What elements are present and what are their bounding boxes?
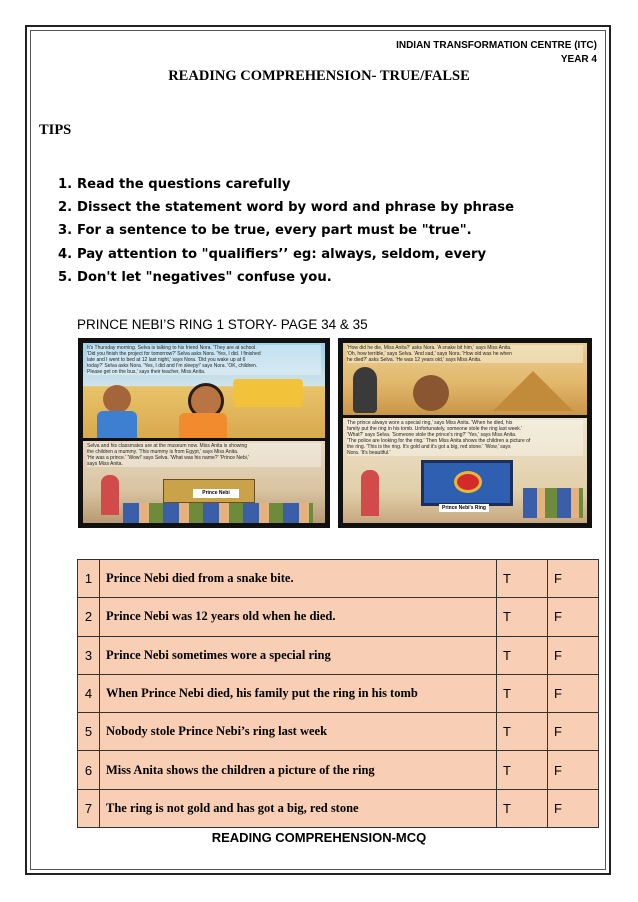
true-false-table	[77, 559, 599, 828]
caption-line: the children a mummy. 'This mummy is from Egypt,' says Miss Anita.	[87, 449, 321, 455]
tip-number: 4.	[58, 246, 73, 262]
caption-line: 'Oh, how terrible,' says Selva. 'And sad,' says Nora. 'How old was he when	[347, 351, 583, 357]
true-option[interactable]: T	[497, 636, 548, 674]
question-statement: Prince Nebi died from a snake bite.	[100, 560, 497, 598]
caption-line: Selva and his classmates are at the museum now. Miss Anita is showing	[87, 443, 321, 449]
tip-item	[58, 176, 514, 199]
page-title: READING COMPREHENSION- TRUE/FALSE	[168, 68, 470, 84]
caption-line: 'How did he die, Miss Anita?' asks Nora. 'A snake bit him,' says Miss Anita.	[347, 345, 583, 351]
story-image-page-34	[78, 338, 330, 528]
tip-text: Read the questions carefully	[77, 177, 291, 192]
tip-item	[58, 246, 514, 269]
year-label: YEAR 4	[560, 54, 597, 65]
boy-body	[97, 411, 137, 438]
false-option[interactable]: F	[548, 751, 599, 789]
caption-line: today?' Selva asks Nora. 'Yes, I did and I'm sleepy!' says Nora. 'OK, children.	[87, 363, 321, 369]
false-option[interactable]: F	[548, 636, 599, 674]
caption-line: family put the ring in his tomb. Unfortunately, someone stole the ring last week.'	[347, 426, 583, 432]
question-number: 7	[78, 789, 100, 827]
caption-line: late and I went to bed at 12 last night,' says Nora. 'Did you wake up at 6	[87, 357, 321, 363]
tip-number: 1.	[58, 177, 73, 192]
false-option[interactable]: F	[548, 674, 599, 712]
boy-figure	[103, 385, 131, 413]
true-option[interactable]: T	[497, 751, 548, 789]
question-number: 6	[78, 751, 100, 789]
footer-heading: READING COMPREHENSION-MCQ	[211, 830, 427, 845]
prince-figure	[413, 375, 449, 411]
caption-line: The prince always wore a special ring,' says Miss Anita. 'When he died, his	[347, 420, 583, 426]
question-statement: Prince Nebi was 12 years old when he died.	[100, 598, 497, 636]
tip-text: For a sentence to be true, every part must be "true".	[77, 223, 472, 239]
ring-icon	[454, 471, 482, 493]
children-group	[123, 503, 313, 523]
caption-line: 'Did you finish the project for tomorrow?' Selva asks Nora. 'Yes, I did. I finished	[87, 351, 321, 357]
caption-line: 'He was a prince.' 'Wow!' says Selva. 'What was his name?' 'Prince Nebi,'	[87, 455, 321, 461]
school-name: INDIAN TRANSFORMATION CENTRE (ITC)	[396, 40, 597, 51]
true-option[interactable]: T	[497, 674, 548, 712]
tip-text: Don't let "negatives" confuse you.	[77, 269, 332, 285]
question-statement: Prince Nebi sometimes wore a special ring	[100, 636, 497, 674]
scene-museum	[83, 441, 325, 523]
caption-line: the ring. 'This is the ring. It's gold and it's got a big, red stone.' 'Wow,' says	[347, 444, 583, 450]
ring-picture-frame	[421, 460, 513, 506]
children-group	[523, 488, 583, 518]
tip-item	[58, 222, 514, 245]
scene-ring-picture	[343, 418, 587, 523]
question-statement: Miss Anita shows the children a picture of the ring	[100, 751, 497, 789]
tips-heading: TIPS	[39, 122, 72, 138]
pyramid	[493, 371, 573, 411]
question-number: 2	[78, 598, 100, 636]
false-option[interactable]: F	[548, 789, 599, 827]
exhibit-sign: Prince Nebi's Ring	[439, 504, 489, 512]
scene-classroom	[83, 343, 325, 438]
tip-item	[58, 269, 514, 292]
true-option[interactable]: T	[497, 789, 548, 827]
scene-snake	[343, 343, 587, 415]
tip-number: 2.	[58, 200, 73, 216]
question-number: 4	[78, 674, 100, 712]
false-option[interactable]: F	[548, 713, 599, 751]
teacher-figure	[101, 475, 119, 515]
girl-body	[179, 413, 227, 438]
question-number: 3	[78, 636, 100, 674]
table-row	[78, 751, 599, 789]
tip-text: Pay attention to "qualifiers’’ eg: always, seldom, every	[77, 246, 487, 262]
false-option[interactable]: F	[548, 598, 599, 636]
caption-line: 'What?' says Selva. 'Someone stole the prince's ring?' 'Yes,' says Miss Anita.	[347, 432, 583, 438]
caption-line: he died?' asks Selva. 'He was 12 years old,' says Miss Anita.	[347, 357, 583, 363]
tips-list	[58, 176, 514, 292]
true-option[interactable]: T	[497, 598, 548, 636]
caption-line: Please get on the bus,' says their teacher, Miss Anita.	[87, 369, 321, 375]
story-label: PRINCE NEBI’S RING 1 STORY- PAGE 34 & 35	[77, 317, 368, 332]
tip-number: 5.	[58, 269, 73, 285]
caption-line: Nora. 'It's beautiful.'	[347, 450, 583, 456]
true-option[interactable]: T	[497, 560, 548, 598]
caption-line: says Miss Anita.	[87, 461, 321, 467]
tip-item	[58, 199, 514, 222]
false-option[interactable]: F	[548, 560, 599, 598]
question-statement: Nobody stole Prince Nebi’s ring last week	[100, 713, 497, 751]
cobra-figure	[353, 367, 377, 413]
school-bus	[233, 379, 303, 407]
teacher-figure	[361, 470, 379, 516]
table-row	[78, 713, 599, 751]
table-row	[78, 789, 599, 827]
question-statement: The ring is not gold and has got a big, red stone	[100, 789, 497, 827]
table-row	[78, 560, 599, 598]
table-row	[78, 674, 599, 712]
question-number: 5	[78, 713, 100, 751]
tip-text: Dissect the statement word by word and phrase by phrase	[77, 200, 515, 216]
caption-line: It's Thursday morning. Selva is talking to his friend Nora. 'They are at school.	[87, 345, 321, 351]
question-number: 1	[78, 560, 100, 598]
exhibit-sign: Prince Nebi	[193, 489, 239, 498]
story-image-page-35	[338, 338, 592, 528]
caption-line: 'The police are looking for the ring.' Then Miss Anita shows the children a picture of	[347, 438, 583, 444]
table-row	[78, 636, 599, 674]
table-row	[78, 598, 599, 636]
true-option[interactable]: T	[497, 713, 548, 751]
question-statement: When Prince Nebi died, his family put the ring in his tomb	[100, 674, 497, 712]
tip-number: 3.	[58, 223, 73, 239]
